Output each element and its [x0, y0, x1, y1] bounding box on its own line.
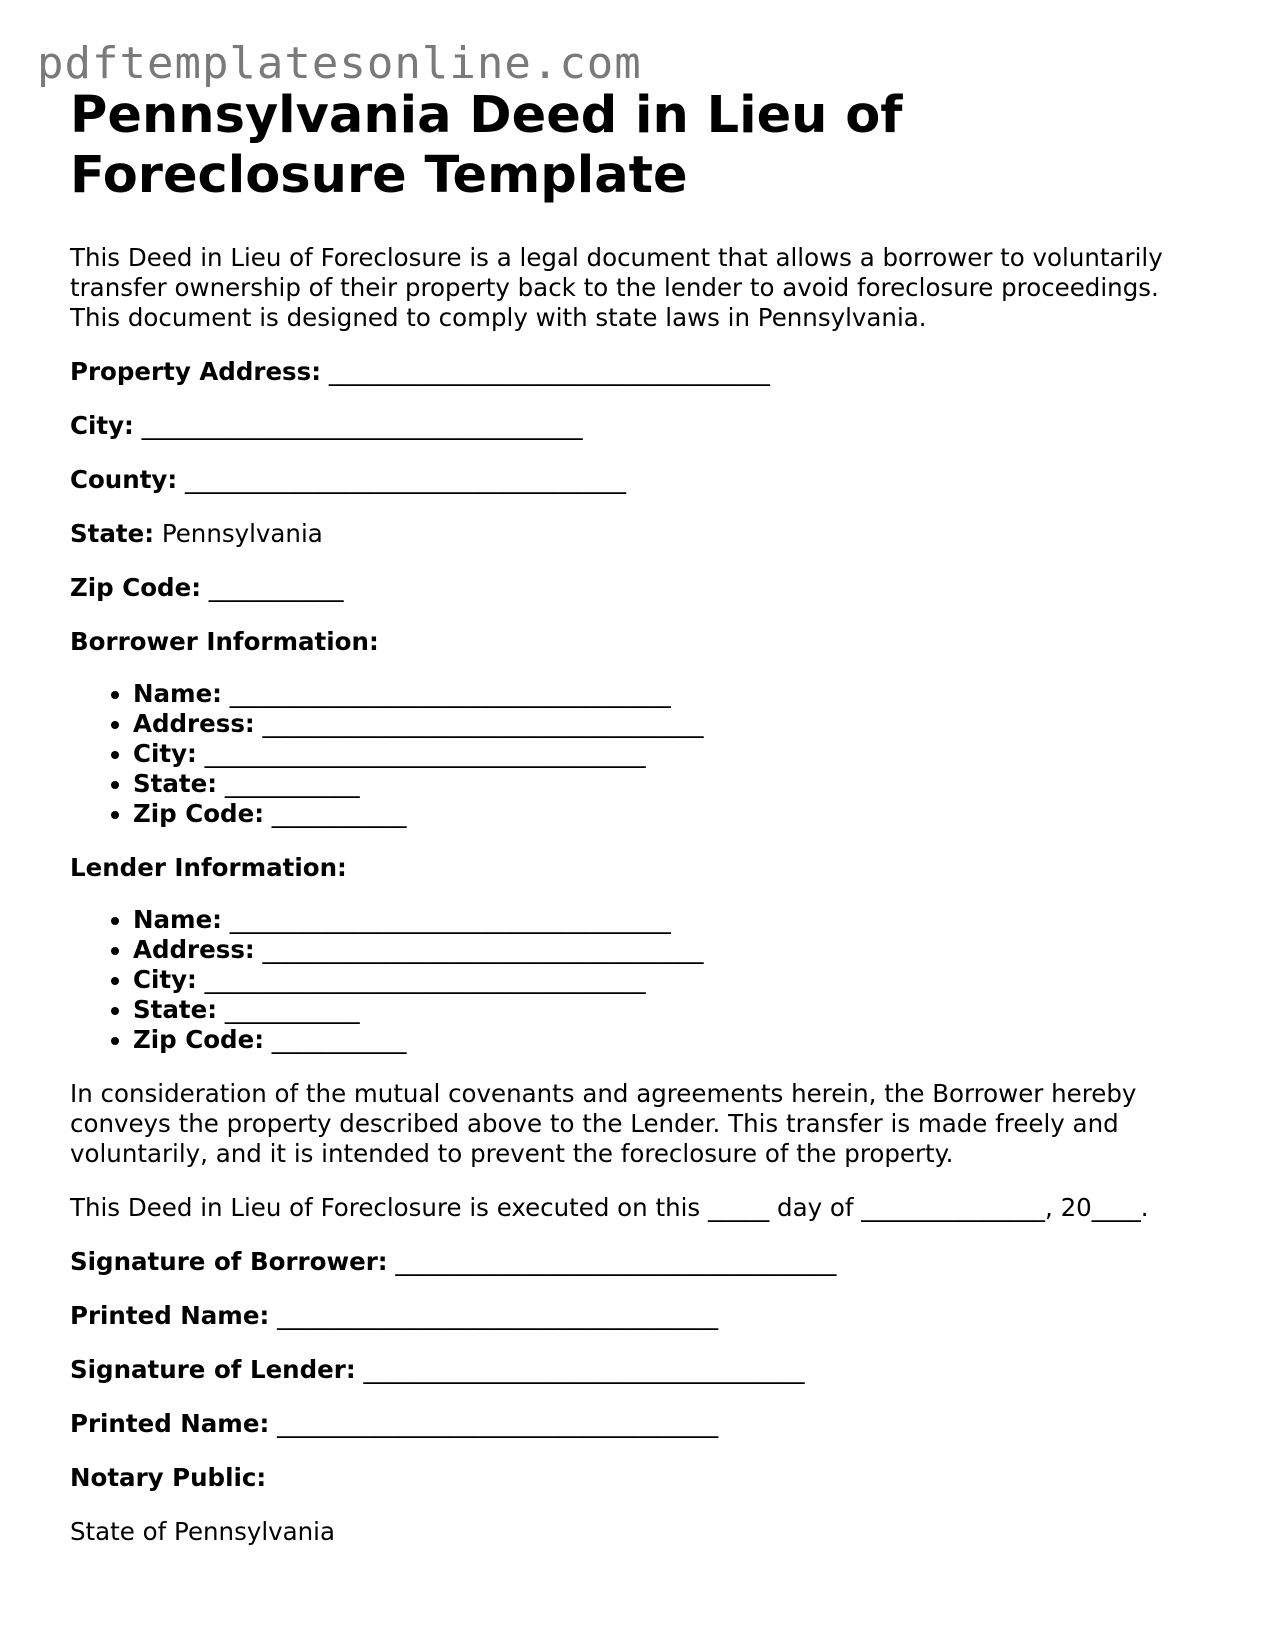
- borrower-signature-field[interactable]: [70, 1247, 1220, 1277]
- borrower-city-item[interactable]: [133, 739, 1220, 769]
- lender-signature-label: Signature of Lender:: [70, 1355, 356, 1384]
- property-county-blank[interactable]: ____________________________________: [184, 465, 626, 494]
- borrower-zip-item[interactable]: [133, 799, 1220, 829]
- lender-zip-item[interactable]: [133, 1025, 1220, 1055]
- property-city-field[interactable]: [70, 411, 1220, 441]
- property-zip-field[interactable]: [70, 573, 1220, 603]
- borrower-state-blank[interactable]: ___________: [224, 769, 360, 798]
- borrower-name-blank[interactable]: ____________________________________: [229, 679, 671, 708]
- intro-paragraph: This Deed in Lieu of Foreclosure is a legal document that allows a borrower to voluntarily transfer ownership of their property back to the lender to avoid foreclosure proceedings. This document is designed to comply with state laws in Pennsylvania.: [70, 243, 1163, 332]
- property-zip-blank[interactable]: ___________: [208, 573, 344, 602]
- property-city-label: City:: [70, 411, 134, 440]
- lender-signature-field[interactable]: [70, 1355, 1220, 1385]
- lender-heading: Lender Information:: [70, 853, 347, 882]
- watermark: pdftemplatesonline.com: [37, 38, 642, 89]
- borrower-name-label: Name:: [133, 679, 222, 708]
- property-state-value: Pennsylvania: [161, 519, 323, 548]
- lender-address-blank[interactable]: ____________________________________: [262, 935, 704, 964]
- borrower-city-blank[interactable]: ____________________________________: [204, 739, 646, 768]
- property-address-label: Property Address:: [70, 357, 322, 386]
- lender-state-blank[interactable]: ___________: [224, 995, 360, 1024]
- property-city-blank[interactable]: ____________________________________: [141, 411, 583, 440]
- notary-state-line: State of Pennsylvania: [70, 1517, 336, 1546]
- property-county-field[interactable]: [70, 465, 1220, 495]
- lender-zip-label: Zip Code:: [133, 1025, 264, 1054]
- borrower-city-label: City:: [133, 739, 197, 768]
- borrower-printed-name-field[interactable]: [70, 1301, 1220, 1331]
- property-county-label: County:: [70, 465, 178, 494]
- borrower-printed-name-label: Printed Name:: [70, 1301, 270, 1330]
- lender-city-label: City:: [133, 965, 197, 994]
- borrower-state-item[interactable]: [133, 769, 1220, 799]
- borrower-heading: Borrower Information:: [70, 627, 379, 656]
- lender-address-item[interactable]: [133, 935, 1220, 965]
- lender-state-item[interactable]: [133, 995, 1220, 1025]
- borrower-address-item[interactable]: [133, 709, 1220, 739]
- consideration-paragraph: In consideration of the mutual covenants and agreements herein, the Borrower hereby conveys the property described above to the Lender. This transfer is made freely and voluntarily, and it is intended to prevent the foreclosure of the property.: [70, 1079, 1137, 1168]
- document-page: [70, 86, 1220, 1547]
- lender-city-blank[interactable]: ____________________________________: [204, 965, 646, 994]
- lender-address-label: Address:: [133, 935, 255, 964]
- lender-city-item[interactable]: [133, 965, 1220, 995]
- lender-name-item[interactable]: [133, 905, 1220, 935]
- borrower-name-item[interactable]: [133, 679, 1220, 709]
- page-title: Pennsylvania Deed in Lieu of Foreclosure Template: [70, 86, 903, 205]
- borrower-address-label: Address:: [133, 709, 255, 738]
- borrower-printed-name-blank[interactable]: ____________________________________: [277, 1301, 719, 1330]
- lender-printed-name-field[interactable]: [70, 1409, 1220, 1439]
- borrower-signature-blank[interactable]: ____________________________________: [395, 1247, 837, 1276]
- lender-info-list: [70, 905, 1220, 1055]
- lender-signature-blank[interactable]: ____________________________________: [363, 1355, 805, 1384]
- property-address-field[interactable]: [70, 357, 1220, 387]
- lender-zip-blank[interactable]: ___________: [271, 1025, 407, 1054]
- lender-name-blank[interactable]: ____________________________________: [229, 905, 671, 934]
- lender-printed-name-blank[interactable]: ____________________________________: [277, 1409, 719, 1438]
- property-state-field: [70, 519, 1220, 549]
- execution-date-line[interactable]: This Deed in Lieu of Foreclosure is executed on this _____ day of _______________, 20____.: [70, 1193, 1149, 1222]
- lender-printed-name-label: Printed Name:: [70, 1409, 270, 1438]
- borrower-info-list: [70, 679, 1220, 829]
- borrower-state-label: State:: [133, 769, 218, 798]
- borrower-signature-label: Signature of Borrower:: [70, 1247, 388, 1276]
- borrower-address-blank[interactable]: ____________________________________: [262, 709, 704, 738]
- property-address-blank[interactable]: ____________________________________: [328, 357, 770, 386]
- notary-heading: Notary Public:: [70, 1463, 267, 1492]
- property-state-label: State:: [70, 519, 155, 548]
- borrower-zip-blank[interactable]: ___________: [271, 799, 407, 828]
- property-zip-label: Zip Code:: [70, 573, 201, 602]
- lender-state-label: State:: [133, 995, 218, 1024]
- lender-name-label: Name:: [133, 905, 222, 934]
- borrower-zip-label: Zip Code:: [133, 799, 264, 828]
